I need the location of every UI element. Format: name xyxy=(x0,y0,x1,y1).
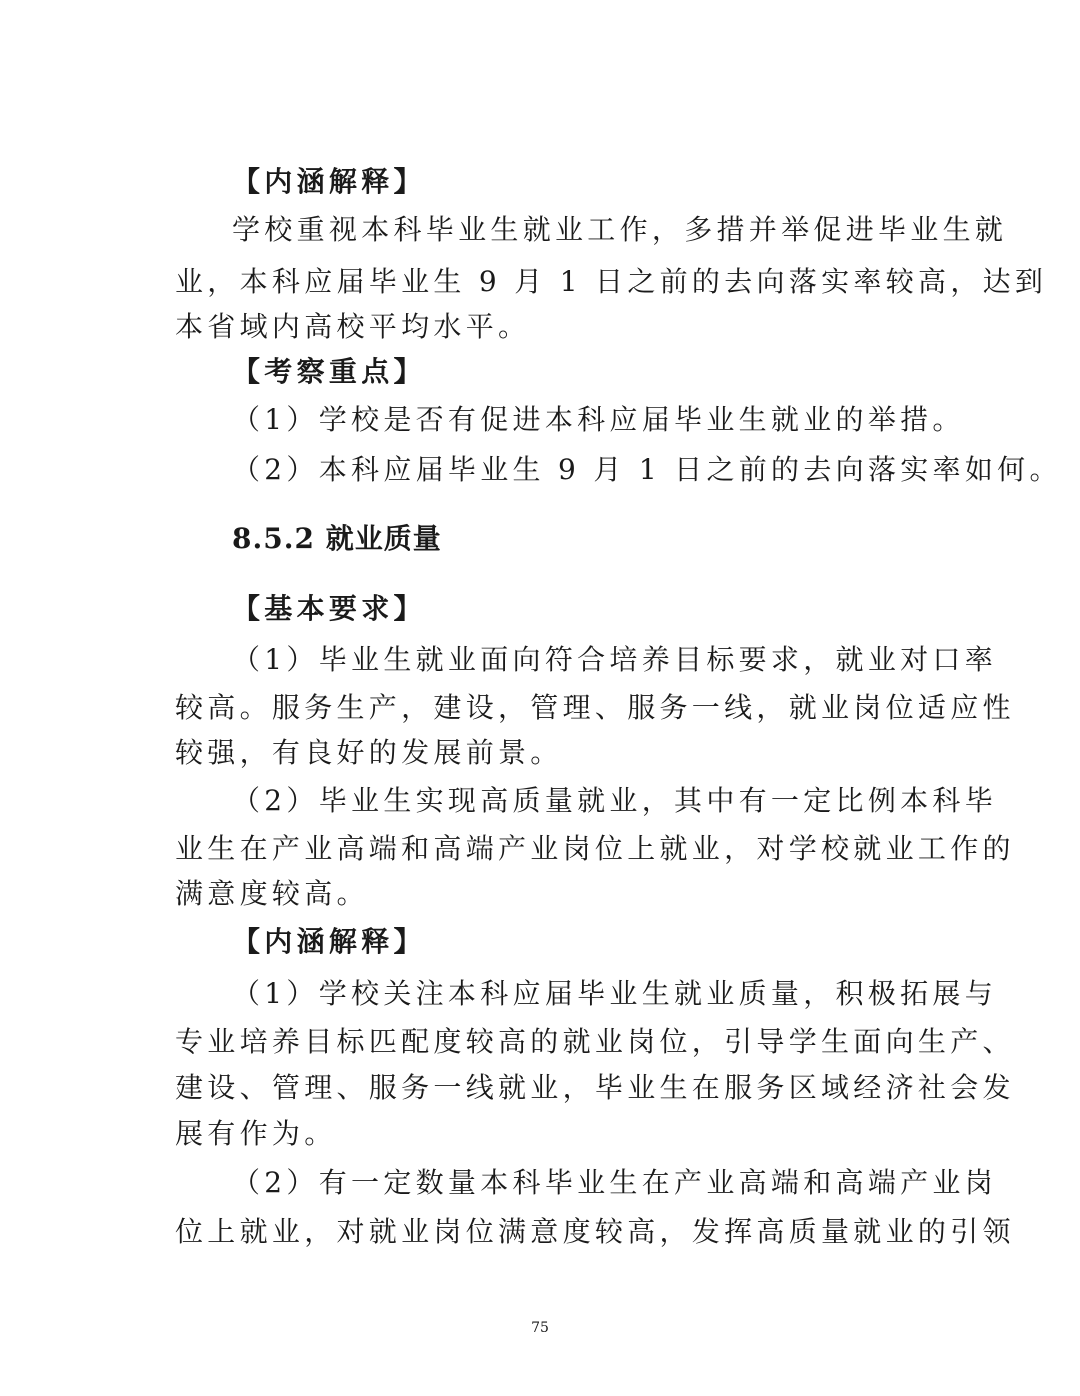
section-title: 8.5.2 就业质量 xyxy=(232,522,442,555)
paragraph-line: 展有作为。 xyxy=(175,1117,337,1150)
paragraph-line: （1）毕业生就业面向符合培养目标要求，就业对口率 xyxy=(232,643,998,676)
paragraph-line: 较强，有良好的发展前景。 xyxy=(175,736,563,769)
paragraph-line: 学校重视本科毕业生就业工作，多措并举促进毕业生就 xyxy=(232,213,1008,246)
paragraph-line: 建设、管理、服务一线就业，毕业生在服务区域经济社会发 xyxy=(175,1071,1015,1104)
paragraph-line: 位上就业，对就业岗位满意度较高，发挥高质量就业的引领 xyxy=(175,1215,1015,1248)
paragraph-line: 专业培养目标匹配度较高的就业岗位，引导学生面向生产、 xyxy=(175,1025,1015,1058)
heading-requirements: 【基本要求】 xyxy=(232,592,426,625)
heading-interpretation: 【内涵解释】 xyxy=(232,165,426,198)
page-number: 75 xyxy=(531,1320,549,1336)
paragraph-line: 本省域内高校平均水平。 xyxy=(175,310,531,343)
heading-interpretation: 【内涵解释】 xyxy=(232,925,426,958)
paragraph-line: 业生在产业高端和高端产业岗位上就业，对学校就业工作的 xyxy=(175,832,1015,865)
paragraph-line: （1）学校关注本科应届毕业生就业质量，积极拓展与 xyxy=(232,977,998,1010)
heading-focus: 【考察重点】 xyxy=(232,355,426,388)
focus-item: （2）本科应届毕业生 9 月 1 日之前的去向落实率如何。 xyxy=(232,453,1062,486)
paragraph-line: 业，本科应届毕业生 9 月 1 日之前的去向落实率较高，达到 xyxy=(175,265,1048,298)
paragraph-line: 较高。服务生产，建设，管理、服务一线，就业岗位适应性 xyxy=(175,691,1015,724)
focus-item: （1）学校是否有促进本科应届毕业生就业的举措。 xyxy=(232,403,965,436)
paragraph-line: 满意度较高。 xyxy=(175,877,369,910)
paragraph-line: （2）有一定数量本科毕业生在产业高端和高端产业岗 xyxy=(232,1166,998,1199)
paragraph-line: （2）毕业生实现高质量就业，其中有一定比例本科毕 xyxy=(232,784,998,817)
